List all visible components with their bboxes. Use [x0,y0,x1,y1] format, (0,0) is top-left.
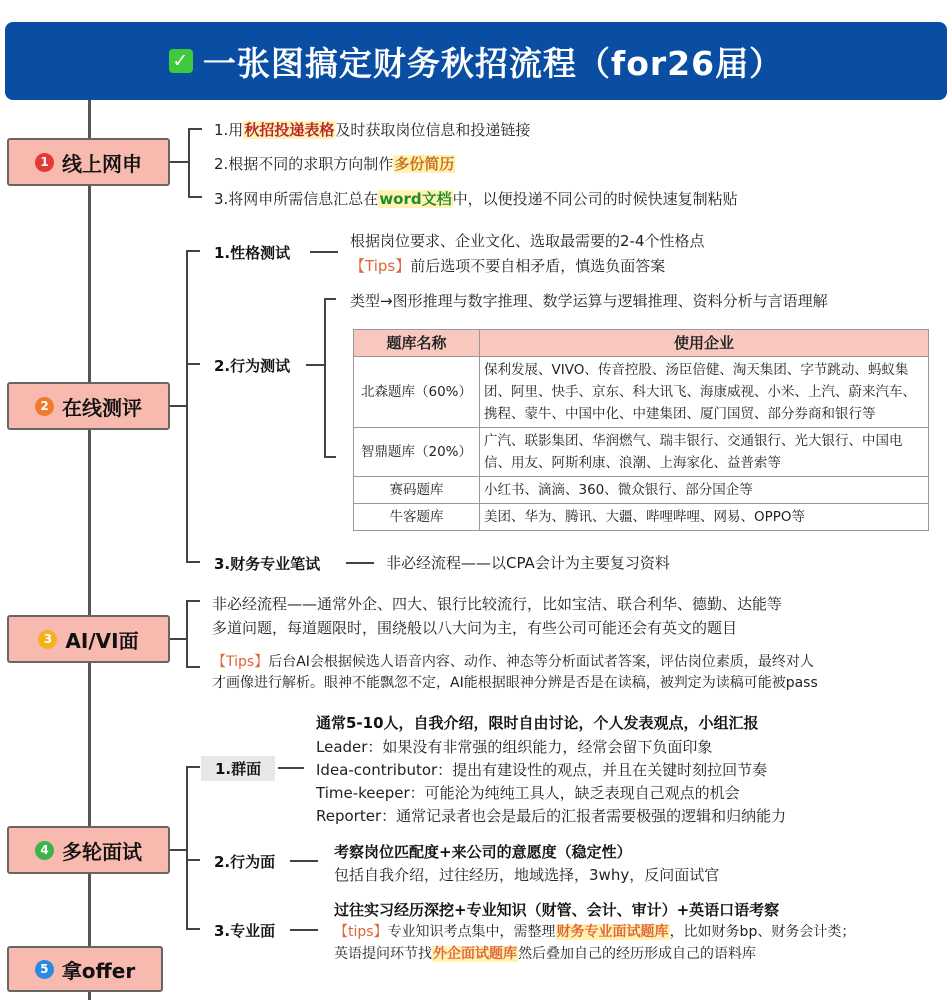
s1-item-2: 2.根据不同的求职方向制作多份简历 [214,155,455,173]
stage-ai-interview [7,615,170,663]
title-text: 一张图搞定财务秋招流程（for26届） [202,43,784,83]
group-role-leader: Leader：如果没有非常强的组织能力，经常会留下负面印象 [316,738,713,756]
bracket-tick [186,250,200,252]
bracket [188,128,190,198]
bracket [186,250,188,563]
table-header-row [354,330,929,357]
stage-label: 线上网申 [62,151,142,176]
page-title [5,22,947,100]
table-header-bank: 题库名称 [354,330,480,357]
bank-companies: 美团、华为、腾讯、大疆、哔哩哔哩、网易、OPPO等 [480,504,929,531]
bracket-tick [186,859,200,861]
bracket-tick [188,196,202,198]
connector [170,405,186,407]
bank-companies: 广汽、联影集团、华润燃气、瑞丰银行、交通银行、光大银行、中国电信、用友、阿斯利康、浪潮、上海家化、益普索等 [480,428,929,477]
bank-companies: 小红书、滴滴、360、微众银行、部分国企等 [480,477,929,504]
bank-companies: 保利发展、VIVO、传音控股、汤臣倍健、淘天集团、字节跳动、蚂蚁集团、阿里、快手、京东、科大讯飞、海康威视、小米、上汽、蔚来汽车、携程、蒙牛、中国中化、中建集团、厦门国贸、部分券商和银行等 [480,357,929,428]
bracket [186,766,188,930]
ai-tips-line-1: 【Tips】后台AI会根据候选人语音内容、动作、神态等分析面试者答案，评估岗位素质，最终对人 [212,654,814,670]
pro-line-2: 英语提问环节找外企面试题库然后叠加自己的经历形成自己的语料库 [334,946,756,962]
bank-name: 赛码题库 [354,477,480,504]
table-row [354,428,929,477]
bracket-tick [186,363,200,365]
group-role-idea: Idea-contributor：提出有建设性的观点，并且在关键时刻拉回节奏 [316,761,768,779]
connector [278,767,304,769]
connector [170,161,188,163]
bracket [186,600,188,668]
ai-line-1: 非必经流程——通常外企、四大、银行比较流行，比如宝洁、联合利华、德勤、达能等 [212,595,783,613]
ai-line-2: 多道问题，每道题限时，围绕般以八大问为主，有些公司可能还会有英文的题目 [212,619,738,637]
group-title: 通常5-10人，自我介绍，限时自由讨论，个人发表观点，小组汇报 [316,714,759,732]
number-2-icon: 2 [35,397,54,416]
stage-online-assessment [7,382,170,430]
written-test-text: 非必经流程——以CPA会计为主要复习资料 [386,554,670,572]
group-role-time: Time-keeper：可能沦为纯纯工具人，缺乏表现自己观点的机会 [316,784,740,802]
behavior-interview-label: 2.行为面 [214,853,276,871]
bank-name: 牛客题库 [354,504,480,531]
stage-label: AI/VI面 [65,628,139,653]
ai-tips-line-2: 才画像进行解析。眼神不能飘忽不定，AI能根据眼神分辨是否是在读稿，被判定为读稿可能被pass [212,675,818,691]
behavior-text: 包括自我介绍，过往经历，地域选择，3why，反问面试官 [334,866,720,884]
stage-get-offer [7,946,163,992]
behavior-title: 考察岗位匹配度+来公司的意愿度（稳定性） [334,843,632,861]
stage-label: 拿offer [61,958,136,983]
behavior-test-label: 2.行为测试 [214,357,291,375]
written-test-label: 3.财务专业笔试 [214,555,321,573]
question-bank-table [353,329,929,531]
s1-item-1: 1.用秋招投递表格及时获取岗位信息和投递链接 [214,121,531,139]
pro-line-1: 【tips】专业知识考点集中，需整理财务专业面试题库，比如财务bp、财务会计类； [334,924,856,940]
bracket-tick [186,561,200,563]
bracket-tick [186,766,200,768]
group-role-reporter: Reporter：通常记录者也会是最后的汇报者需要极强的逻辑和归纳能力 [316,807,787,825]
table-row [354,477,929,504]
bracket-tick [324,456,336,458]
bracket-tick [186,928,200,930]
stage-online-application [7,138,170,186]
personality-test-label: 1.性格测试 [214,244,291,262]
bank-name: 北森题库（60%） [354,357,480,428]
connector [170,849,186,851]
connector [346,562,374,564]
stage-label: 在线测评 [62,395,142,420]
bracket-tick [188,128,202,130]
table-row [354,504,929,531]
bracket-tick [186,600,200,602]
connector [310,251,338,253]
number-5-icon: 5 [35,960,54,979]
table-row [354,357,929,428]
connector [170,638,186,640]
pro-title: 过往实习经历深挖+专业知识（财管、会计、审计）+英语口语考察 [334,901,780,919]
s1-item-3: 3.将网申所需信息汇总在word文档中，以便投递不同公司的时候快速复制粘贴 [214,190,738,208]
behavior-types: 类型→图形推理与数字推理、数学运算与逻辑推理、资料分析与言语理解 [350,292,828,310]
personality-line-1: 根据岗位要求、企业文化、选取最需要的2-4个性格点 [350,232,705,250]
bracket [324,298,326,458]
bracket-tick [324,298,336,300]
connector [306,364,324,366]
bracket-tick [186,666,200,668]
stage-multi-round-interview [7,826,170,874]
professional-interview-label: 3.专业面 [214,922,276,940]
personality-line-2: 【Tips】前后选项不要自相矛盾，慎选负面答案 [350,257,666,275]
connector [290,929,318,931]
stage-label: 多轮面试 [62,839,142,864]
check-icon: ✓ [169,49,193,73]
group-interview-label: 1.群面 [201,756,275,781]
number-1-icon: 1 [35,153,54,172]
number-4-icon: 4 [35,841,54,860]
bank-name: 智鼎题库（20%） [354,428,480,477]
table-header-companies: 使用企业 [480,330,929,357]
number-3-icon: 3 [38,630,57,649]
connector [290,860,318,862]
